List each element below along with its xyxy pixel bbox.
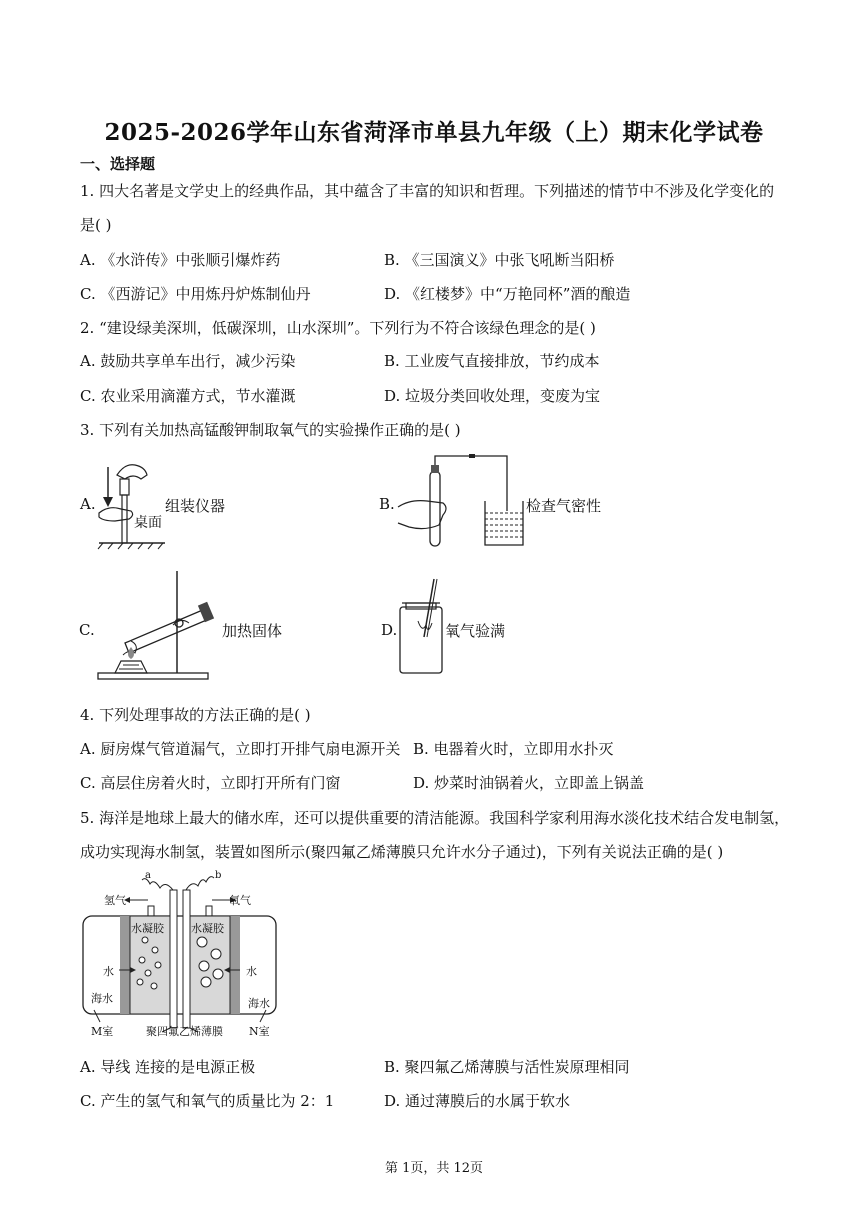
- q1-option-b: B. 《三国演义》中张飞吼断当阳桥: [384, 251, 615, 269]
- q5-stem-line2: 成功实现海水制氢，装置如图所示(聚四氟乙烯薄膜只允许水分子通过)，下列有关说法正确的是( ): [80, 843, 724, 861]
- q3-stem: 3. 下列有关加热高锰酸钾制取氧气的实验操作正确的是( ): [80, 421, 461, 439]
- q1-stem-line2: 是( ): [80, 216, 112, 234]
- section-heading: 一、选择题: [80, 155, 156, 173]
- q4-option-a: A. 厨房煤气管道漏气，立即打开排气扇电源开关: [80, 740, 401, 758]
- q1-stem-line1: 1. 四大名著是文学史上的经典作品，其中蕴含了丰富的知识和哲理。下列描述的情节中不涉及化学变化的: [80, 182, 775, 200]
- q3-option-d-caption: 氧气验满: [445, 622, 506, 640]
- q5-left-gas-label: 氢气: [104, 894, 126, 907]
- q5-option-c: C. 产生的氢气和氧气的质量比为 2：1: [80, 1092, 335, 1110]
- q3-option-b-caption: 检查气密性: [526, 497, 602, 515]
- page-title: 2025-2026学年山东省菏泽市单县九年级（上）期末化学试卷: [104, 119, 764, 146]
- q3-option-b-figure: [395, 453, 525, 550]
- q2-option-c: C. 农业采用滴灌方式，节水灌溉: [80, 387, 296, 405]
- q3-option-b-letter: B.: [379, 495, 395, 513]
- q3-option-c-letter: C.: [79, 621, 95, 639]
- q3-option-d-figure: [398, 577, 446, 677]
- q2-option-d: D. 垃圾分类回收处理，变废为宝: [384, 387, 601, 405]
- q1-option-a: A. 《水浒传》中张顺引爆炸药: [80, 251, 281, 269]
- q5-left-gel-label: 水凝胶: [131, 922, 164, 935]
- q5-wire-b-label: b: [215, 870, 222, 881]
- q4-stem: 4. 下列处理事故的方法正确的是( ): [80, 706, 311, 724]
- q2-option-a: A. 鼓励共享单车出行，减少污染: [80, 352, 296, 370]
- q5-left-seawater-label: 海水: [91, 992, 113, 1005]
- q3-option-a-figure: [95, 455, 170, 550]
- q2-option-b: B. 工业废气直接排放，节约成本: [384, 352, 600, 370]
- q5-room-m-label: M室: [91, 1025, 114, 1038]
- q5-right-seawater-label: 海水: [248, 997, 270, 1010]
- q5-room-n-label: N室: [249, 1025, 270, 1038]
- page-footer: 第 1页，共 12页: [384, 1161, 484, 1176]
- q5-left-water-label: 水: [103, 965, 114, 978]
- q3-option-d-letter: D.: [381, 621, 398, 639]
- q4-option-d: D. 炒菜时油锅着火，立即盖上锅盖: [413, 774, 645, 792]
- q4-option-b: B. 电器着火时，立即用水扑灭: [413, 740, 614, 758]
- q4-option-c: C. 高层住房着火时，立即打开所有门窗: [80, 774, 341, 792]
- q5-membrane-label: 聚四氟乙烯薄膜: [146, 1025, 223, 1038]
- q3-option-a-caption: 组装仪器: [165, 497, 226, 515]
- q1-option-d: D. 《红楼梦》中“万艳同杯”酒的酿造: [384, 285, 631, 303]
- q2-stem: 2. “建设绿美深圳，低碳深圳，山水深圳”。下列行为不符合该绿色理念的是( ): [80, 319, 596, 337]
- q5-right-water-label: 水: [246, 965, 257, 978]
- q5-option-a: A. 导线 连接的是电源正极: [80, 1058, 256, 1076]
- q3-option-c-caption: 加热固体: [222, 622, 283, 640]
- q1-option-c: C. 《西游记》中用炼丹炉炼制仙丹: [80, 285, 311, 303]
- q5-right-gel-label: 水凝胶: [191, 922, 224, 935]
- q5-option-d: D. 通过薄膜后的水属于软水: [384, 1092, 571, 1110]
- q5-stem-line1: 5. 海洋是地球上最大的储水库，还可以提供重要的清洁能源。我国科学家利用海水淡化技术结合发电制氢，: [80, 809, 790, 827]
- q3-option-a-letter: A.: [80, 495, 96, 513]
- q3-option-c-figure: [95, 565, 220, 683]
- q5-option-b: B. 聚四氟乙烯薄膜与活性炭原理相同: [384, 1058, 630, 1076]
- q3-option-a-inner-label: 桌面: [134, 515, 162, 531]
- q5-wire-a-label: a: [145, 870, 151, 881]
- q5-right-gas-label: 氧气: [229, 894, 251, 907]
